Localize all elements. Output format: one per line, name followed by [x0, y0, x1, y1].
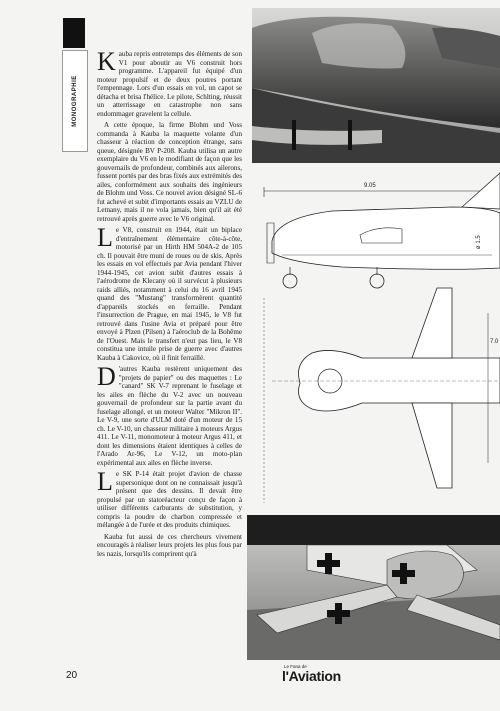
- paragraph-6: [97, 533, 242, 559]
- height-dimension-label: ø 1.5: [476, 235, 482, 249]
- aircraft-photo-top-image: [252, 8, 500, 163]
- article-column: [97, 47, 242, 561]
- drop-cap: L: [97, 223, 113, 252]
- paragraph-4: [97, 362, 242, 467]
- paragraph-text: e V8, construit en 1944, était un biplace d'entraînement élémentaire côte-à-côte, motorisé par un Hirth HM 504A-2 de 105 ch. Il pouvait être muni de roues ou de skis. Après les essais en vol effectués par Avia pendant l'hiver 1944-1945, cet avion subit d'autres essais à l'aérodrome de Klecany où il survécut à plusieurs raids alliés, notamment à celui du 16 avril 1945 quand des "Mustang" transformèrent quantité d'appareils stockés en ferraille. Pendant l'insurrection de Prague, en mai 1945, le V8 fut retrouvé dans l'usine Avia et préparé pour être envoyé à Plzen (Pilsen) à l'aéroclub de la Bohême de l'Ouest. Mais le transfert n'eut pas lieu, le V8 constitua une intuile prise de guerre avec d'autres Kauba à Cakovice, où il finit ferraillé.: [97, 226, 242, 362]
- section-label: [62, 50, 88, 152]
- magazine-logo: [282, 664, 341, 683]
- drop-cap: D: [97, 362, 116, 391]
- aircraft-photo-bottom: [247, 515, 500, 660]
- aircraft-photo-bottom-image: [247, 515, 500, 660]
- section-tab: [63, 18, 85, 48]
- length-dimension-label: 7.0: [490, 339, 499, 345]
- span-dimension-label: 9.05: [364, 183, 376, 189]
- drop-cap: K: [97, 47, 116, 76]
- section-label-text: MONOGRAPHIE: [72, 75, 79, 127]
- aircraft-photo-top: [252, 8, 500, 163]
- paragraph-1: [97, 47, 242, 118]
- paragraph-text: 'autres Kauba restèrent uniquement des "projets de papier" ou des maquettes : Le "canard" SK V-7 reprenant le fuselage et les ailes en flèche du V-2 avec un nouveau gouvernail de profondeur sur la partie avant du fuselage allongé, et un moteur Walter "Mikron II". Le V-9, une sorte d'ULM doté d'un moteur de 15 ch. Le V-10, un chasseur militaire à moteurs Argus 411. Le V-11, monomoteur à moteur Argus 411, et dont les dimensions étaient identiques à celles de l'Arado Ar-96, Le V-12, un moto-plan expérimental aux ailes en flèche inverse.: [97, 365, 242, 467]
- technical-drawing: [252, 163, 500, 515]
- paragraph-5: [97, 467, 242, 530]
- logo-small-text: Le Fana de: [284, 664, 307, 669]
- page-number: 20: [66, 670, 78, 681]
- paragraph-3: [97, 223, 242, 362]
- paragraph-text: A cette époque, la firme Blohm und Voss commanda à Kauba la maquette volante d'un chasseur à réaction de conception étrange, sans queue, désignée BV P-208. Kauba utilisa un autre exemplaire du V6 en le modifiant de façon que les gouvernails de profondeur, combinés aux ailerons, fussent portés par des bras fixés aux extrémités des ailes, conformément aux souhaits des ingénieurs de Blohm und Voss. Ce nouvel avion désigné SL-6 fut achevé et subit d'importants essais au VZLU de Letnany, mais il ne vola jamais, bien qu'il ait été retrouvé après guerre avec le V6 original.: [97, 121, 242, 223]
- paragraph-text: Kauba fut aussi de ces chercheurs vivement encouragés à réaliser leurs projets les plus fous par les nazis, lorsqu'ils comprirent qu'à: [97, 532, 242, 558]
- paragraph-text: e SK P-14 était projet d'avion de chasse supersonique dont on ne connaissait jusqu'à présent que des dessins. Il devait être propulsé par un statoréacteur conçu de façon à utiliser différents carburants de substitution, y compris la poudre de charbon compressée et mélangée à de l'urée et des produits chimiques.: [97, 470, 242, 529]
- logo-big-text: l'Aviation: [282, 668, 341, 684]
- paragraph-text: auba repris entretemps des éléments de son V1 pour aboutir au V6 construit hors programme. L'appareil fut équipé d'un moteur propulsif et de deux poutres portant l'empennage. Lors d'un essais en vol, un capot se détacha et brisa l'hélice. Le pilote, Schlting, réussit un atterrissage en catastrophe non sans endommager gravelent la cellule.: [97, 50, 242, 118]
- three-view-drawing: [252, 163, 500, 515]
- paragraph-2: [97, 121, 242, 223]
- drop-cap: L: [97, 467, 113, 496]
